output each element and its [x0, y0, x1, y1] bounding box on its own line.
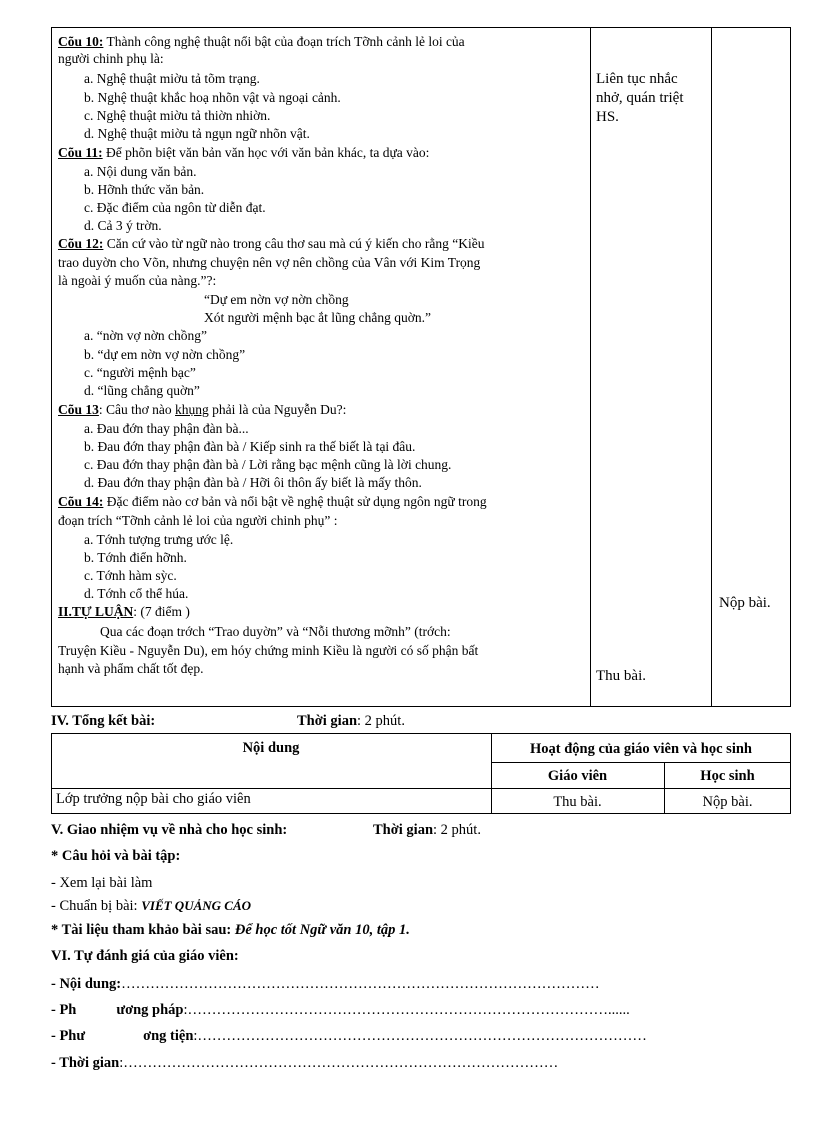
homework-item-2: [51, 898, 251, 915]
q11-option-c: c. Đặc điểm của ngôn từ diễn đạt.: [84, 200, 266, 215]
teacher-reminder-line2: nhở, quán triệt: [596, 90, 684, 106]
summary-time: [297, 713, 405, 730]
self-eval-means-dots: :…………………………………………………………………………………: [193, 1028, 647, 1044]
homework-reference: [51, 922, 410, 939]
q13-option-d: d. Đau đớn thay phận đàn bà / Hỡi ôi thôn ấy biết là mấy thôn.: [84, 475, 422, 490]
q10-option-a: a. Nghệ thuật miờu tả tõm trạng.: [84, 71, 260, 86]
q12-line2: trao duyờn cho Võn, nhưng chuyện nên vợ nên chồng của Vân với Kim Trọng: [58, 255, 481, 270]
q14-option-b: b. Tớnh điển hỡnh.: [84, 550, 187, 565]
summary-heading: IV. Tổng kết bài:: [51, 713, 156, 729]
q11-line1: [58, 144, 429, 161]
self-eval-content-label: - Nội dung:: [51, 976, 122, 992]
q14-option-d: d. Tớnh cổ thể húa.: [84, 586, 189, 601]
homework-time-value: : 2 phút.: [433, 822, 481, 838]
summary-time-label: Thời gian: [297, 713, 358, 729]
table-divider-2: [711, 27, 712, 707]
q10-text: Thành công nghệ thuật nổi bật của đoạn trích Tỡnh cảnh lẻ loi của: [103, 34, 465, 49]
summary-col-activity: Hoạt động của giáo viên và học sinh: [530, 741, 752, 757]
q14-line1: [58, 493, 487, 510]
homework-questions-label: * Câu hỏi và bài tập:: [51, 848, 181, 864]
q13-text-b: phải là của Nguyễn Du?:: [208, 402, 347, 417]
q10-option-c: c. Nghệ thuật miờu tả thiờn nhiờn.: [84, 108, 271, 123]
essay-label: II.TỰ LUẬN: [58, 604, 134, 619]
self-eval-method-label-a: - Ph: [51, 1002, 77, 1018]
summary-row-student: Nộp bài.: [702, 794, 753, 810]
q12-text: Căn cứ vào từ ngữ nào trong câu thơ sau mà cú ý kiến cho rằng “Kiều: [103, 236, 485, 251]
q12-option-a: a. “nờn vợ nờn chồng”: [84, 328, 208, 343]
q11-option-b: b. Hỡnh thức văn bản.: [84, 182, 205, 197]
homework-item-1: - Xem lại bài làm: [51, 875, 153, 891]
q14-option-a: a. Tớnh tượng trưng ước lệ.: [84, 532, 234, 547]
q11-label: Cõu 11:: [58, 145, 103, 160]
homework-time-label: Thời gian: [373, 822, 434, 838]
q11-option-d: d. Cả 3 ý trờn.: [84, 218, 162, 233]
essay-line2: Truyện Kiều - Nguyễn Du), em hóy chứng minh Kiều là người có số phận bất: [58, 643, 479, 658]
self-eval-method-dots: :……………………………………………………………………………......: [183, 1002, 630, 1018]
q12-option-c: c. “người mệnh bạc”: [84, 365, 196, 380]
teacher-reminder-line1: Liên tục nhắc: [596, 71, 678, 87]
self-eval-means-label-b: ơng tiện: [143, 1028, 194, 1044]
homework-time: [373, 822, 481, 839]
self-eval-means: [51, 1028, 647, 1045]
q13-line1: [58, 401, 346, 418]
table-divider-1: [590, 27, 591, 707]
essay-heading: [58, 603, 190, 620]
q12-label: Cõu 12:: [58, 236, 104, 251]
q13-option-b: b. Đau đớn thay phận đàn bà / Kiếp sinh ra thế biết là tại đâu.: [84, 439, 416, 454]
summary-row-content: Lớp trưởng nộp bài cho giáo viên: [56, 791, 251, 807]
q13-text-underlined: khụng: [175, 402, 209, 417]
summary-col-teacher: Giáo viên: [547, 768, 608, 784]
q10-option-b: b. Nghệ thuật khắc hoạ nhõn vật và ngoại cảnh.: [84, 90, 341, 105]
teacher-reminder-line3: HS.: [596, 109, 619, 125]
q13-option-c: c. Đau đớn thay phận đàn bà / Lời rằng bạc mệnh cũng là lời chung.: [84, 457, 452, 472]
summary-row-teacher: Thu bài.: [553, 794, 602, 810]
q14-line2: đoạn trích “Tỡnh cảnh lẻ loi của người chinh phụ” :: [58, 513, 338, 528]
homework-item-2-label: - Chuẩn bị bài:: [51, 898, 142, 914]
q10-option-d: d. Nghệ thuật miờu tả ngụn ngữ nhõn vật.: [84, 126, 310, 141]
q11-option-a: a. Nội dung văn bản.: [84, 164, 197, 179]
q13-option-a: a. Đau đớn thay phận đàn bà...: [84, 421, 249, 436]
homework-heading: V. Giao nhiệm vụ về nhà cho học sinh:: [51, 822, 288, 838]
self-eval-method: [51, 1002, 630, 1019]
q12-poem-line1: “Dự em nờn vợ nờn chồng: [204, 292, 349, 307]
q10-line1: [58, 33, 465, 50]
q13-label: Cõu 13: [58, 402, 99, 417]
q13-text-a: : Câu thơ nào: [98, 402, 176, 417]
summary-table-hline-1: [491, 762, 791, 763]
self-eval-content: [51, 976, 600, 993]
summary-time-value: : 2 phút.: [357, 713, 405, 729]
q12-poem-line2: Xót người mệnh bạc ắt lũng chẳng quờn.”: [204, 310, 432, 325]
homework-reference-label: * Tài liệu tham khảo bài sau:: [51, 922, 235, 938]
summary-table-hline-2: [51, 788, 791, 789]
q12-option-d: d. “lũng chẳng quờn”: [84, 383, 200, 398]
self-eval-time-dots: :………………………………………………………………………………: [119, 1055, 559, 1071]
self-eval-time: [51, 1055, 558, 1072]
homework-item-2-title: VIẾT QUẢNG CÁO: [141, 898, 252, 913]
q14-label: Cõu 14:: [58, 494, 104, 509]
self-eval-method-label-b: ương pháp: [116, 1002, 184, 1018]
self-eval-heading: VI. Tự đánh giá của giáo viên:: [51, 948, 239, 964]
q14-option-c: c. Tớnh hàm sỳc.: [84, 568, 177, 583]
summary-col-student: Học sinh: [700, 768, 755, 784]
essay-line1: Qua các đoạn trớch “Trao duyờn” và “Nỗi thương mỡnh” (trớch:: [100, 624, 451, 639]
q12-option-b: b. “dự em nờn vợ nờn chồng”: [84, 347, 246, 362]
q12-line1: [58, 235, 485, 252]
essay-points: : (7 điểm ): [133, 604, 190, 619]
q12-line3: là ngoài ý muốn của nàng.”?:: [58, 273, 217, 288]
q10-line2: người chinh phụ là:: [58, 51, 164, 66]
teacher-collect: Thu bài.: [596, 668, 646, 684]
essay-line3: hạnh và phẩm chất tốt đẹp.: [58, 661, 204, 676]
summary-col-content: Nội dung: [242, 740, 300, 756]
q11-text: Để phõn biệt văn bản văn học với văn bản khác, ta dựa vào:: [102, 145, 430, 160]
q14-text: Đặc điểm nào cơ bản và nổi bật về nghệ thuật sử dụng ngôn ngữ trong: [103, 494, 487, 509]
self-eval-means-label-a: - Phư: [51, 1028, 86, 1044]
q10-label: Cõu 10:: [58, 34, 104, 49]
self-eval-time-label: - Thời gian: [51, 1055, 120, 1071]
self-eval-content-dots: ………………………………………………………………………………………: [121, 976, 600, 992]
student-submit: Nộp bài.: [719, 595, 771, 611]
homework-reference-value: Để học tốt Ngữ văn 10, tập 1.: [234, 922, 410, 938]
